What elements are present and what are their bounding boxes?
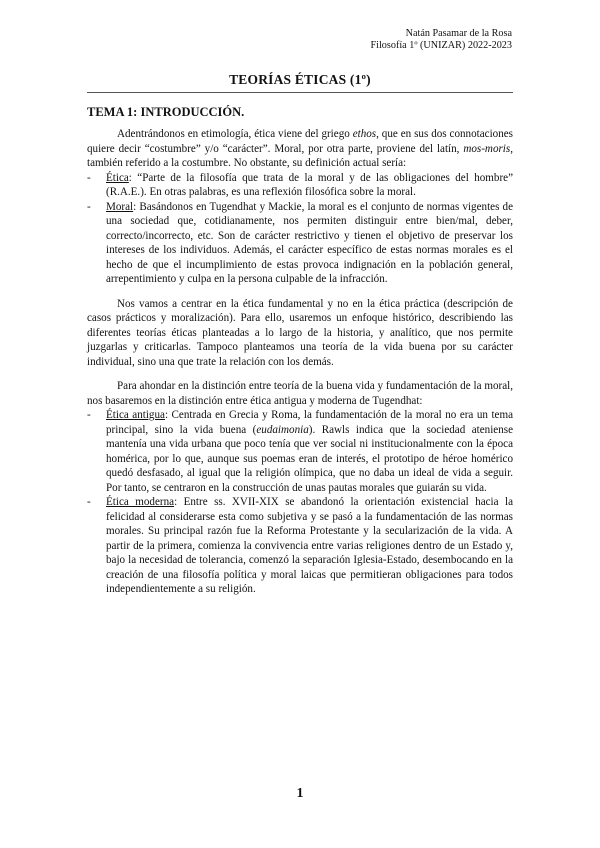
- page-header: [370, 28, 512, 52]
- definition-term: Moral: [106, 200, 134, 213]
- ethics-term: Ética antigua: [106, 409, 165, 421]
- section-heading: TEMA 1: INTRODUCCIÓN.: [87, 105, 245, 119]
- dash-bullet: -: [87, 171, 91, 184]
- intro-paragraph: [87, 127, 513, 171]
- definition-term: Ética: [106, 171, 129, 184]
- ethics-item-antigua: [87, 408, 513, 495]
- definitions-list: [87, 171, 513, 287]
- header-course: Filosofía 1º (UNIZAR) 2022-2023: [370, 40, 512, 51]
- ethics-text-1: : Entre ss. XVII-XIX se abandonó la orientación existencial hacia la felicidad al considerarse esta como subjetiva y se pasó a la fundamentación de las normas morales. Su principal razón fue la Reforma Protestante y la secularización de la vida. A partir de la primera, comienza la convivencia entre varias religiones dentro de un Estado y, bajo la necesidad de tolerancia, comenzó la separación Iglesia-Estado, desembocando en la creación de una filosofía política y moral laicas que permitieran obligaciones para todos independientemente a su religión.: [106, 496, 514, 595]
- dash-bullet: -: [87, 496, 91, 508]
- ethics-list: [87, 408, 513, 597]
- ethics-eudaimonia: eudaimonia: [256, 423, 309, 436]
- intro-ethos: ethos: [352, 128, 377, 140]
- definition-item-etica: [87, 171, 513, 200]
- ethics-text-1: : Centrada en Grecia y Roma, la fundamentación de la moral no era un tema principal, sino la vida buena (: [106, 409, 514, 436]
- header-author: Natán Pasamar de la Rosa: [405, 28, 512, 39]
- ethics-item-moderna: [87, 495, 513, 597]
- definition-text: : Basándonos en Tugendhat y Mackie, la moral es el conjunto de normas vigentes de una sociedad que, cotidianamente, nos permiten distinguir entre bien/mal, deber, correcto/incorrecto, etc. Son de carácter restrictivo y tienen el objetivo de preservar los intereses de los individuos. Además, el carácter específico de estas normas morales es el hecho de que el incumplimiento de estas provoca indignación en la población general, arrepentimiento y culpa en la persona culpable de la infracción.: [106, 200, 513, 285]
- title-divider: [87, 92, 513, 93]
- page-number: 1: [296, 786, 304, 801]
- definition-text: : “Parte de la filosofía que trata de la moral y de las obligaciones del hombre” (R.A.E.). En otras palabras, es una reflexión filosófica sobre la moral.: [106, 171, 513, 198]
- document-body: [87, 127, 513, 597]
- ethics-term: Ética moderna: [106, 496, 175, 508]
- intro-text-2: , que en sus dos connotaciones quiere decir “costumbre” y/o “carácter”. Moral, por otra parte, proviene del latín,: [87, 128, 513, 155]
- intro-text-1: Adentrándonos en etimología, ética viene del griego: [117, 128, 353, 140]
- paragraph-distincion: Para ahondar en la distinción entre teoría de la buena vida y fundamentación de la moral, nos basaremos en la distinción entre ética antigua y moderna de Tugendhat:: [87, 380, 513, 407]
- intro-mos-moris: mos-moris: [463, 142, 511, 155]
- definition-item-moral: [87, 200, 513, 287]
- paragraph-enfoque: Nos vamos a centrar en la ética fundamental y no en la ética práctica (descripción de casos prácticos y moralización). Para ello, usaremos un enfoque histórico, describiendo las diferentes teorías éticas planteadas a lo largo de la historia, y analítico, que nos permite juzgarlas y criticarlas. Tampoco planteamos una teoría de la vida buena por su carácter individual, sino una que trate la relación con los demás.: [87, 297, 513, 368]
- intro-text-3: , también referido a la costumbre. No obstante, su definición actual sería:: [87, 142, 513, 169]
- ethics-text-2: ). Rawls indica que la sociedad ateniense mantenía una vida urbana que poco tenía que ver social ni institucionalmente con la época homérica, por lo que, aunque sus poemas eran de interés, el prototipo de héroe homérico quedó desfasado, al igual que la religión olímpica, que no daba un ideal de vida a seguir. Por tanto, se centraron en la construcción de unas pautas morales que guiarán su vida.: [106, 423, 513, 494]
- dash-bullet: -: [87, 200, 91, 213]
- document-title: TEORÍAS ÉTICAS (1º): [229, 72, 371, 87]
- dash-bullet: -: [87, 409, 91, 421]
